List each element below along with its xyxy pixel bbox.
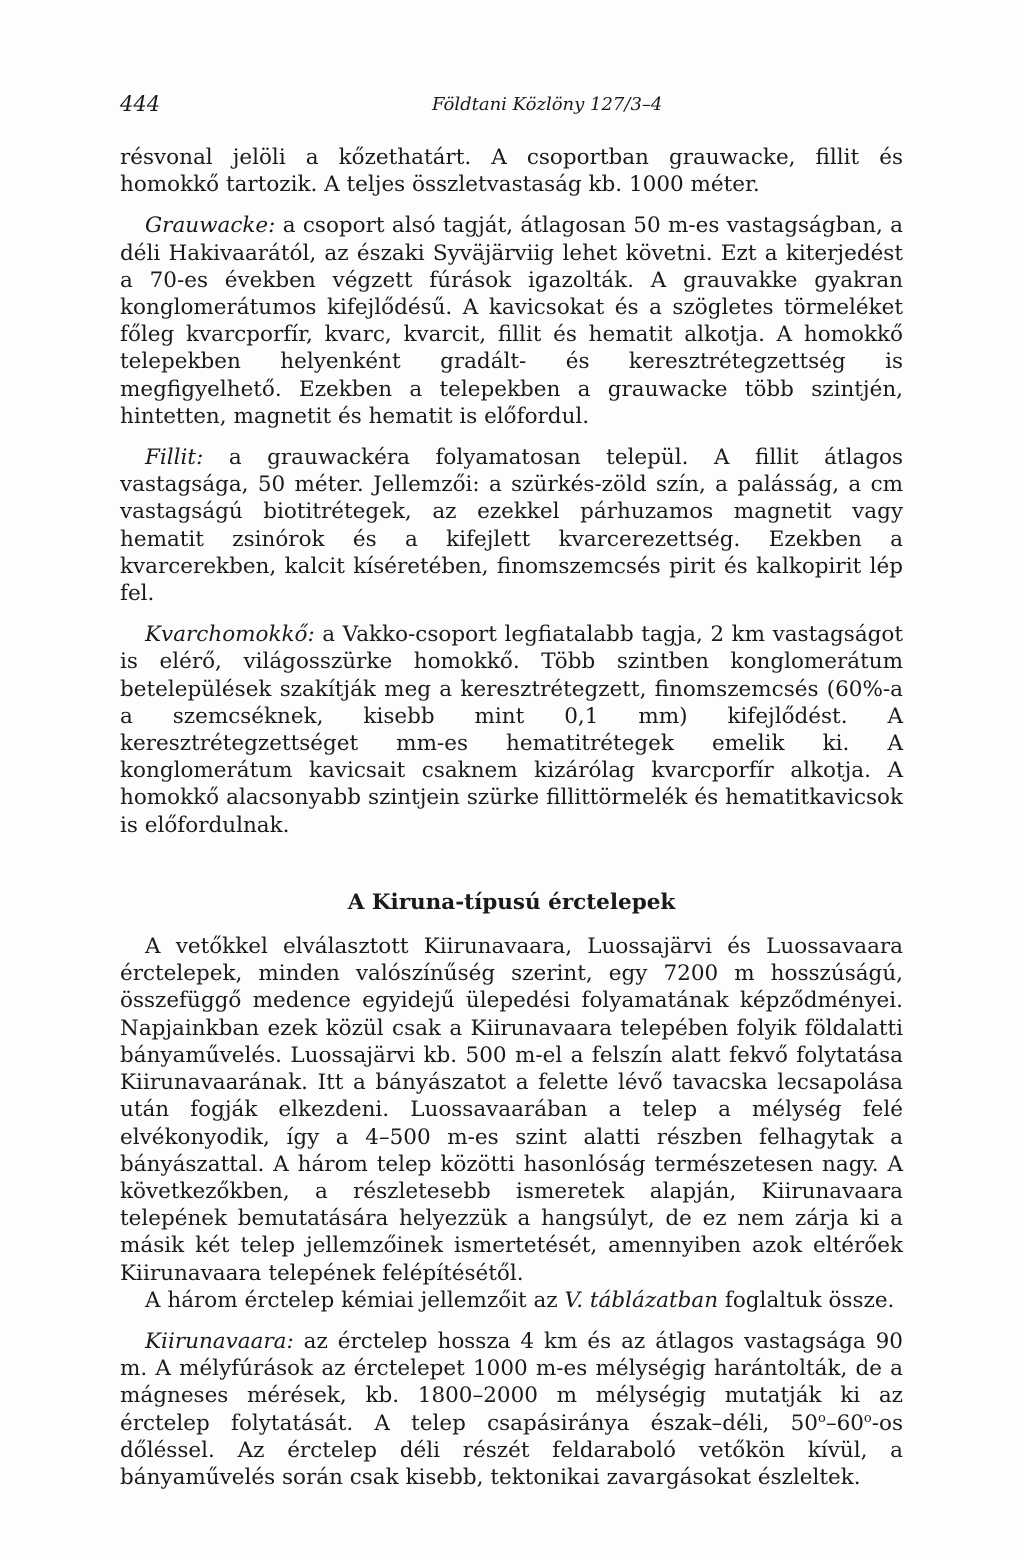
degree-mark: o xyxy=(863,1410,872,1426)
paragraph-fillit-text: a grauwackéra folyamatosan települ. A fillit átlagos vastagsága, 50 méter. Jellemzői: a szürkés-zöld szín, a palásság, a cm vastagságú biotitrétegek, az ezekkel párhuzamos magnetit vagy hematit zsinórok és a kifejlett kvarcerezettség. Ezekben a kvarcerekben, kalcit kíséretében, finomszemcsés pirit és kalkopirit lép fel. xyxy=(120,445,903,607)
kiirunavaara-text-c: -os dőléssel. Az érctelep déli részét feldaraboló vetőkön kívül, a bányaművelés során csak kisebb, tektonikai zavargásokat észleltek. xyxy=(120,1410,903,1490)
paragraph-table-reference xyxy=(120,1287,903,1314)
paragraph-grauwacke-text: a csoport alsó tagját, átlagosan 50 m-es vastagságban, a déli Hakivaarától, az északi Syväjärviig lehet követni. Ezt a kiterjedést a 70-es években végzett fúrások igazolták. A grauvakke gyakran konglomerátumos kifejlődésű. A kavicsokat és a szögletes törmeléket főleg kvarcporfír, kvarc, kvarcit, fillit és hematit alkotja. A homokkő telepekben helyenként gradált- és keresztrétegzettség is megfigyelhető. Ezekben a telepekben a grauwacke több szintjén, hintetten, magnetit és hematit is előfordul. xyxy=(120,213,903,429)
term-fillit: Fillit: xyxy=(145,445,204,471)
table-ref-after: foglaltuk össze. xyxy=(718,1287,895,1313)
paragraph-kiruna-overview: A vetőkkel elválasztott Kiirunavaara, Luossajärvi és Luossavaara érctelepek, minden valószínűség szerint, egy 7200 m hosszúságú, összefüggő medence egyidejű ülepedési folyamatának képződményei. Napjainkban ezek közül csak a Kiirunavaara telepében folyik földalatti bányaművelés. Luossajärvi kb. 500 m-el a felszín alatt fekvő folytatása Kiirunavaarának. Itt a bányászatot a felette lévő tavacska lecsapolása után fogják elkezdeni. Luossavaarában a telep a mélység felé elvékonyodik, így a 4–500 m-es szint alatti részben felhagytak a bányászattal. A három telep közötti hasonlóság természetesen nagy. A következőkben, a részletesebb ismeretek alapján, Kiirunavaara telepének bemutatására helyezzük a hangsúlyt, de ez nem zárja ki a másik két telep jellemzőinek ismertetését, amennyiben azok eltérőek Kiirunavaara telepének felépítésétől. xyxy=(120,934,903,1286)
table-ref-before: A három érctelep kémiai jellemzőit az xyxy=(145,1287,565,1313)
degree-mark: o xyxy=(817,1410,826,1426)
paragraph-intro: résvonal jelöli a kőzethatárt. A csoportban grauwacke, fillit és homokkő tartozik. A teljes összletvastaság kb. 1000 méter. xyxy=(120,145,903,198)
term-kiirunavaara: Kiirunavaara: xyxy=(145,1328,294,1354)
paragraph-kiirunavaara xyxy=(120,1328,903,1491)
table-reference: V. táblázatban xyxy=(564,1287,719,1313)
paragraph-kvarchomokko-text: a Vakko-csoport legfiatalabb tagja, 2 km vastagságot is elérő, világosszürke homokkő. Több szintben konglomerátum betelepülések szakítják meg a keresztrétegzett, finomszemcsés (60%-a a szemcséknek, kisebb mint 0,1 mm) kifejlődést. A keresztrétegzettséget mm-es hematitrétegek emelik ki. A konglomerátum kavicsait csaknem kizárólag kvarcporfír alkotja. A homokkő alacsonyabb szintjein szürke fillittörmelék és hematitkavicsok is előfordulnak. xyxy=(120,622,903,838)
paragraph-grauwacke xyxy=(120,212,903,430)
kiirunavaara-text-a: az érctelep hossza 4 km és az átlagos vastagsága 90 m. A mélyfúrások az érctelepet 1000 m-es mélységig harántolták, de a mágneses mérések, kb. 1800–2000 m mélységig mutatják ki az érctelep folytatását. A telep csapásiránya észak–déli, 50 xyxy=(120,1328,903,1436)
kiirunavaara-text-b: –60 xyxy=(825,1410,864,1436)
article-body xyxy=(120,144,903,1491)
journal-title: Földtani Közlöny 127/3–4 xyxy=(432,94,663,115)
term-kvarchomokko: Kvarchomokkő: xyxy=(145,622,315,648)
page-header xyxy=(120,92,903,126)
paragraph-fillit xyxy=(120,444,903,607)
page-number: 444 xyxy=(120,92,161,116)
section-heading: A Kiruna-típusú érctelepek xyxy=(347,889,676,915)
paragraph-kvarchomokko xyxy=(120,621,903,839)
term-grauwacke: Grauwacke: xyxy=(145,213,276,239)
